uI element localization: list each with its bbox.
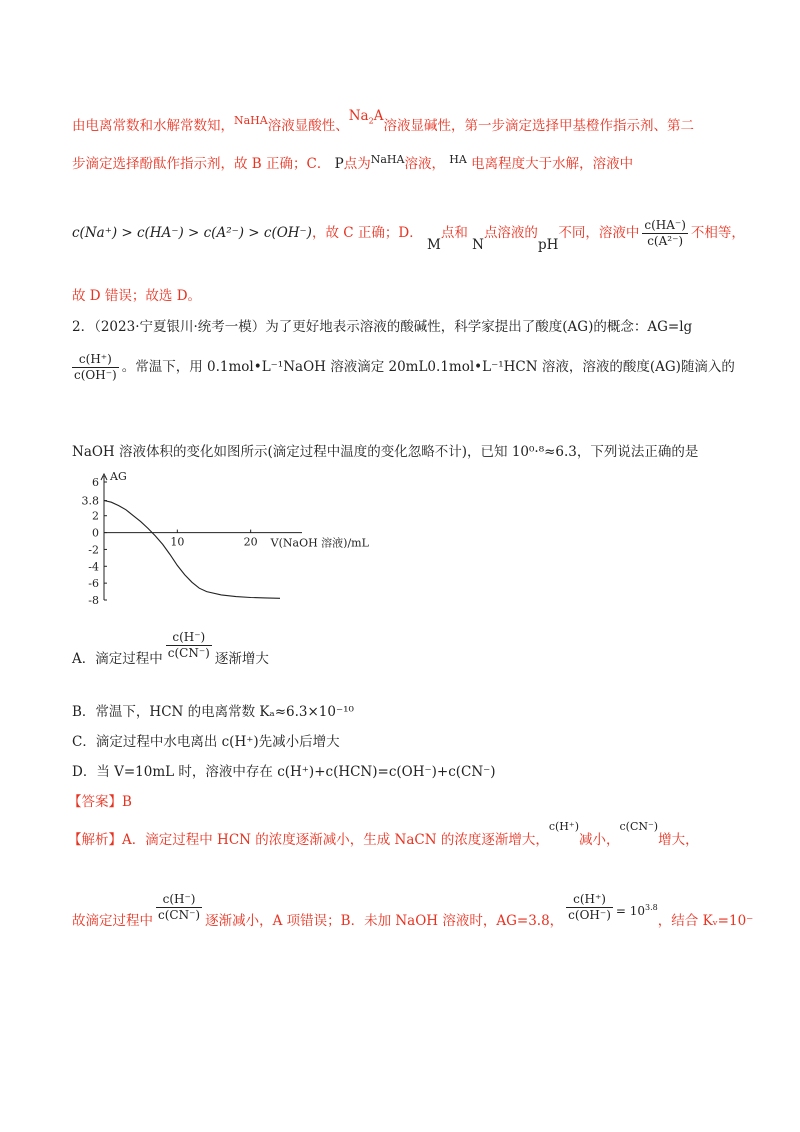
y-tick-label: -8 — [88, 594, 99, 607]
prev-text: 溶液显酸性、 — [267, 118, 349, 134]
question-text: 。常温下，用 0.1mol•L⁻¹NaOH 溶液滴定 20mL0.1mol•L⁻¹HCN 溶液，溶液的酸度(AG)随滴入的 — [121, 359, 735, 375]
y-tick-label: -2 — [88, 543, 99, 557]
y-tick-label: 0 — [92, 526, 99, 540]
y-tick-label: 6 — [92, 476, 99, 489]
prev-text: 点为 — [343, 156, 371, 172]
analysis-text: 增大， — [658, 832, 699, 848]
y-tick-label: 3.8 — [81, 494, 99, 508]
prev-text: 步滴定选择酚酞作指示剂，故 B 正确；C． — [72, 156, 331, 172]
option-a-text: A．滴定过程中 — [72, 651, 163, 667]
prev-line-2 — [72, 152, 633, 172]
option-b — [72, 700, 354, 720]
y-tick-label: 2 — [92, 509, 99, 523]
answer — [68, 790, 132, 810]
h-oh-fraction: $\frac{c(H^+)}{c(OH^-)}$ — [568, 892, 611, 922]
y-tick-label: -6 — [88, 577, 99, 591]
power-of-ten: = $10^{3.8}$ — [615, 903, 658, 918]
analysis-text: 故滴定过程中 — [72, 913, 153, 929]
ag-titration-chart — [72, 470, 369, 610]
question-line-2 — [72, 352, 735, 383]
inequality-math: c(Na⁺) > c(HA⁻) > c(A²⁻) > c(OH⁻) — [72, 225, 312, 241]
y-tick-label: -4 — [88, 560, 99, 574]
option-d-text: D．当 V=10mL 时，溶液中存在 c(H⁺)+c(HCN)=c(OH⁻)+c(CN⁻) — [72, 764, 496, 780]
formula-nahA: NaHA — [234, 114, 268, 127]
x-tick-label: 20 — [243, 535, 258, 549]
question-text: 2．（2023·宁夏银川·统考一模）为了更好地表示溶液的酸碱性，科学家提出了酸度(AG)的概念：AG=lg — [72, 319, 693, 335]
question-line-3 — [72, 440, 698, 460]
option-c — [72, 730, 340, 750]
analysis-text: 【解析】A．滴定过程中 HCN 的浓度逐渐减小，生成 NaCN 的浓度逐渐增大， — [68, 832, 549, 848]
x-tick-label: 10 — [170, 535, 185, 549]
option-d — [72, 760, 496, 780]
formula-na2a: $Na_2A$ — [348, 108, 384, 126]
ag-fraction: $\frac{c(H^+)}{c(OH^-)}$ — [74, 352, 117, 382]
formula-ha: HA — [449, 153, 467, 166]
prev-text: 不同，溶液中 — [558, 225, 640, 241]
c-h-term: c(H⁺) — [548, 820, 579, 833]
prev-line-3 — [72, 218, 745, 253]
prev-text: 不相等， — [690, 225, 745, 241]
analysis-line-2 — [72, 892, 753, 929]
y-axis-label: AG — [110, 470, 127, 483]
option-b-text: B．常温下，HCN 的电离常数 Kₐ≈6.3×10⁻¹⁰ — [72, 704, 354, 720]
h-cn-fraction: $\frac{c(H^-)}{c(CN^-)}$ — [167, 630, 210, 660]
prev-text: 点溶液的 — [483, 225, 538, 241]
c-cn-term: c(CN⁻) — [619, 820, 659, 833]
prev-text: 由电离常数和水解常数知， — [72, 118, 234, 134]
prev-text: 溶液， — [404, 156, 445, 172]
prev-text: 电离程度大于水解，溶液中 — [471, 156, 634, 172]
prev-line-1 — [72, 108, 694, 134]
formula-nahA: NaHA — [370, 153, 405, 166]
point-m: M — [427, 237, 441, 253]
h-cn-fraction: $\frac{c(H^-)}{c(CN^-)}$ — [158, 892, 201, 922]
prev-line-4 — [72, 284, 201, 304]
question-line-1 — [72, 315, 692, 335]
option-a — [72, 630, 269, 667]
analysis-text: ，结合 Kᵥ=10⁻ — [657, 913, 754, 929]
question-text: NaOH 溶液体积的变化如图所示(滴定过程中温度的变化忽略不计)，已知 10⁰·⁸≈6.3，下列说法正确的是 — [72, 444, 699, 460]
prev-text: 溶液显碱性，第一步滴定选择甲基橙作指示剂、第二 — [383, 118, 694, 134]
prev-text: ，故 C 正确；D． — [311, 225, 423, 241]
ph-label: pH — [537, 237, 559, 253]
analysis-text: 逐渐减小，A 项错误；B．未加 NaOH 溶液时，AG=3.8， — [205, 913, 564, 929]
point-p: P — [334, 156, 344, 172]
point-n: N — [472, 237, 484, 253]
x-axis-label: V(NaOH 溶液)/mL — [270, 536, 369, 550]
answer-text: 【答案】B — [68, 794, 132, 810]
ha-a-fraction: $\frac{c(HA^-)}{\text{c(A²⁻)}}$ — [644, 218, 686, 248]
analysis-line-1 — [68, 820, 699, 848]
option-a-text: 逐渐增大 — [214, 651, 269, 667]
prev-text: 点和 — [440, 225, 468, 241]
option-c-text: C．滴定过程中水电离出 c(H⁺)先减小后增大 — [72, 734, 340, 750]
prev-text: 故 D 错误；故选 D。 — [72, 288, 202, 304]
analysis-text: 减小， — [579, 832, 620, 848]
ag-curve — [104, 501, 280, 599]
